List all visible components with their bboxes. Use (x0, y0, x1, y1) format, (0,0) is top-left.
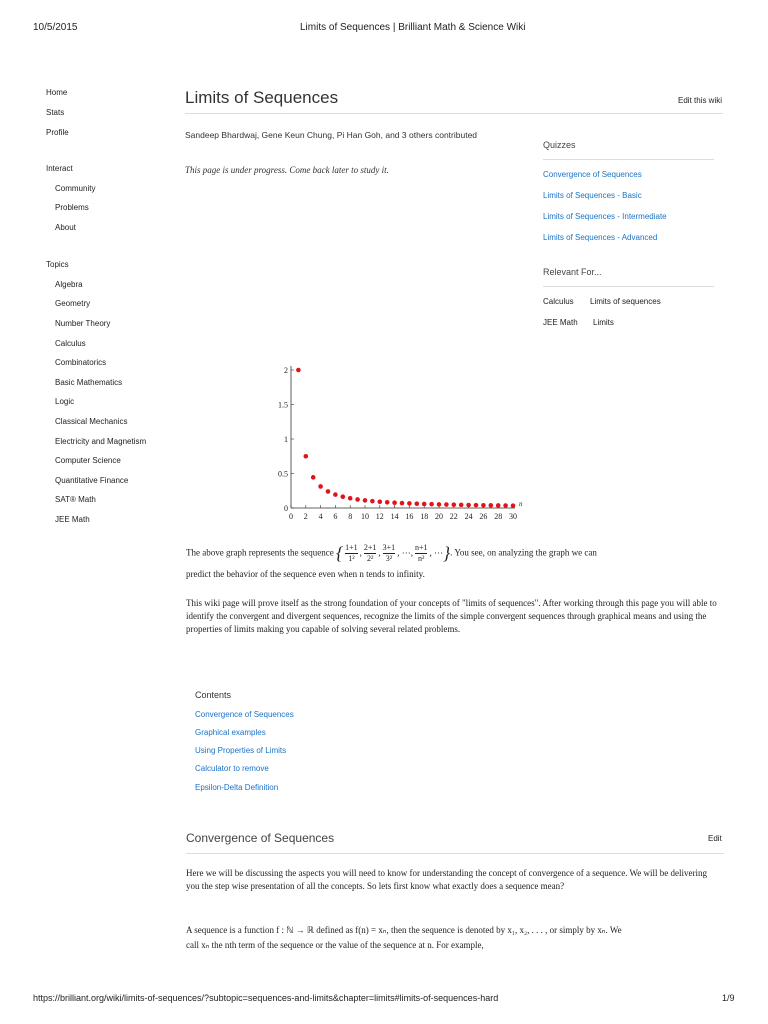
nav-topic-number-theory[interactable]: Number Theory (55, 319, 111, 328)
toc-calculator[interactable]: Calculator to remove (195, 764, 269, 773)
para1-before: The above graph represents the sequence (186, 547, 334, 558)
relevant-topic-limits-sequences[interactable]: Limits of sequences (590, 297, 661, 306)
toc-graphical-examples[interactable]: Graphical examples (195, 728, 266, 737)
section-divider (186, 853, 724, 854)
data-point (348, 496, 353, 501)
x-tick-label: 8 (348, 512, 353, 521)
data-point (326, 489, 331, 494)
convergence-intro: Here we will be discussing the aspects you will need to know for understanding the concept of convergence of a sequence. We will be delivering you the step wise presentation of all the concepts. So lets first know what exactly does a sequence mean? (186, 868, 708, 891)
x-tick-label: 16 (405, 512, 414, 521)
data-point (503, 503, 508, 508)
nav-interact-label: Interact (46, 164, 73, 173)
nav-profile[interactable]: Profile (46, 128, 69, 137)
data-point (385, 500, 390, 505)
nav-topic-combinatorics[interactable]: Combinatorics (55, 358, 107, 367)
data-point (333, 492, 338, 497)
nav-topic-basic-math[interactable]: Basic Mathematics (55, 378, 123, 387)
y-tick-label: 0.5 (278, 469, 288, 479)
nav-topic-quant-finance[interactable]: Quantitative Finance (55, 476, 129, 485)
x-tick-label: 28 (494, 512, 503, 521)
data-point (429, 502, 434, 507)
relevant-course-jee[interactable]: JEE Math (543, 318, 578, 327)
nav-topic-logic[interactable]: Logic (55, 397, 75, 406)
x-tick-label: 24 (464, 512, 473, 521)
nav-problems[interactable]: Problems (55, 203, 89, 212)
nav-topic-computer-science[interactable]: Computer Science (55, 456, 121, 465)
nav-topic-geometry[interactable]: Geometry (55, 299, 91, 308)
data-point (311, 475, 316, 480)
foundation-paragraph: This wiki page will prove itself as the strong foundation of your concepts of "limits of sequences". After working through this page you will able to identify the convergent and divergent sequences, recognize the limits of the simple convergent sequences through graphical means and using the properties of limits making you capable of solving several related problems. (186, 598, 717, 634)
toc-properties-of-limits[interactable]: Using Properties of Limits (195, 746, 287, 755)
x-tick-label: 6 (333, 512, 338, 521)
print-title: Limits of Sequences | Brilliant Math & Science Wiki (300, 22, 526, 33)
x-tick-label: 12 (375, 512, 384, 521)
para1-after: . You see, on analyzing the graph we can (450, 547, 597, 558)
data-point (341, 494, 346, 499)
y-tick-label: 1.5 (278, 400, 288, 410)
data-point (437, 502, 442, 507)
data-point (444, 502, 449, 507)
relevant-divider (543, 286, 714, 287)
data-point (407, 501, 412, 506)
contributors: Sandeep Bhardwaj, Gene Keun Chung, Pi Han Goh, and 3 others contributed (185, 130, 478, 140)
x-tick-label: 0 (289, 512, 293, 521)
contents-heading: Contents (195, 690, 232, 700)
nav-home[interactable]: Home (46, 88, 68, 97)
section-heading-convergence: Convergence of Sequences (186, 831, 335, 845)
nav-topic-algebra[interactable]: Algebra (55, 280, 83, 289)
toc-epsilon-delta[interactable]: Epsilon-Delta Definition (195, 783, 279, 792)
quiz-link-intermediate[interactable]: Limits of Sequences - Intermediate (543, 212, 667, 221)
sequence-definition-line1: A sequence is a function f : ℕ → ℝ defined as f(n) = xₙ, then the sequence is denoted by x₁, x₂, . . . , or simply by xₙ. We (186, 925, 622, 935)
quiz-link-basic[interactable]: Limits of Sequences - Basic (543, 191, 642, 200)
x-tick-label: 22 (449, 512, 458, 521)
data-point (452, 502, 457, 507)
nav-about[interactable]: About (55, 223, 76, 232)
sequence-chart (275, 360, 535, 525)
print-date: 10/5/2015 (33, 22, 78, 33)
data-point (355, 497, 360, 502)
x-tick-label: 30 (509, 512, 517, 521)
sequence-formula: { (335, 543, 344, 563)
data-point (318, 484, 323, 489)
x-tick-label: 20 (435, 512, 443, 521)
footer-url: https://brilliant.org/wiki/limits-of-sequences/?subtopic=sequences-and-limits&chapter=limits#limits-of-sequences-hard (33, 993, 499, 1003)
section-edit-link[interactable]: Edit (708, 834, 722, 843)
data-point (489, 503, 494, 508)
relevant-course-calculus[interactable]: Calculus (543, 297, 574, 306)
x-tick-label: 26 (479, 512, 488, 521)
nav-community[interactable]: Community (55, 184, 96, 193)
nav-topic-electricity[interactable]: Electricity and Magnetism (55, 437, 147, 446)
data-point (392, 500, 397, 505)
data-point (296, 368, 301, 373)
nav-topics-label: Topics (46, 260, 69, 269)
edit-wiki-link[interactable]: Edit this wiki (678, 96, 723, 105)
sequence-definition-line2: call xₙ the nth term of the sequence or the value of the sequence at n. For example, (186, 940, 484, 950)
data-point (474, 503, 479, 508)
sequence-paragraph: The above graph represents the sequence { $\frac{1+1}{\text{1²}}$ , $\frac{2+1}{\text{2²}}$ , $\frac{3+1}{\text{3²}}$ , ⋯, $\frac{n+1}{\text{n²}}$ , ⋯}. You see, on analyzing the graph we can (186, 543, 597, 563)
x-tick-label: 10 (361, 512, 369, 521)
footer-page-number: 1/9 (722, 993, 735, 1003)
relevant-topic-limits[interactable]: Limits (593, 318, 614, 327)
x-tick-label: 18 (420, 512, 429, 521)
data-point (400, 501, 405, 506)
data-point (363, 498, 368, 503)
data-point (511, 503, 516, 508)
x-axis-label: n (519, 500, 523, 508)
data-point (378, 499, 383, 504)
para1-line2: predict the behavior of the sequence even when n tends to infinity. (186, 569, 425, 579)
toc-convergence[interactable]: Convergence of Sequences (195, 710, 294, 719)
nav-topic-jee-math[interactable]: JEE Math (55, 515, 90, 524)
x-tick-label: 14 (390, 512, 399, 521)
x-tick-label: 2 (303, 512, 308, 521)
y-tick-label: 0 (284, 504, 288, 513)
quiz-link-convergence[interactable]: Convergence of Sequences (543, 170, 642, 179)
data-point (370, 499, 375, 504)
x-tick-label: 4 (318, 512, 323, 521)
data-point (304, 454, 309, 459)
nav-topic-calculus[interactable]: Calculus (55, 339, 86, 348)
nav-stats[interactable]: Stats (46, 108, 65, 117)
relevant-heading: Relevant For... (543, 267, 602, 277)
data-point (415, 501, 420, 506)
progress-note: This page is under progress. Come back later to study it. (185, 165, 389, 175)
data-point (496, 503, 501, 508)
nav-topic-sat-math[interactable]: SAT® Math (55, 495, 96, 504)
data-point (481, 503, 486, 508)
nav-topic-classical-mechanics[interactable]: Classical Mechanics (55, 417, 128, 426)
data-point (459, 503, 464, 508)
data-point (466, 503, 471, 508)
quizzes-heading: Quizzes (543, 140, 576, 150)
y-tick-label: 1 (284, 435, 288, 444)
quizzes-divider (543, 159, 714, 160)
data-point (422, 502, 427, 507)
quiz-link-advanced[interactable]: Limits of Sequences - Advanced (543, 233, 658, 242)
y-tick-label: 2 (284, 366, 288, 375)
page-title: Limits of Sequences (185, 88, 339, 107)
title-divider (185, 113, 723, 114)
